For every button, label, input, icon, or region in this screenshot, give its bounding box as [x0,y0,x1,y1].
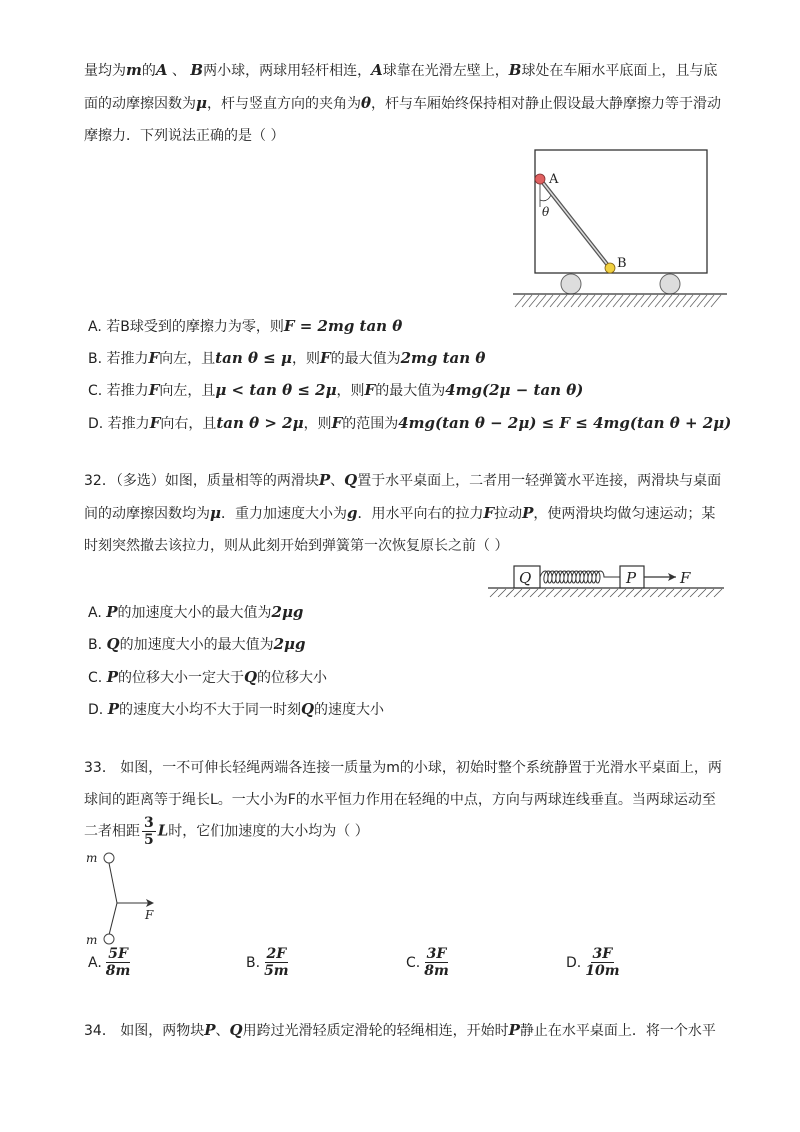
table-hatch [490,589,722,597]
q32-line-1: 32．（多选）如图，质量相等的两滑块P、Q置于水平桌面上，二者用一轻弹簧水平连接，两滑块与桌面 [84,471,722,489]
label-m-top: m [86,851,98,865]
q32-spring-figure [486,562,726,602]
q31-option-d[interactable]: D. 若推力F向右，且tan θ > 2μ，则F的范围为4mg(tan θ − 2μ) ≤ F ≤ 4mg(tan θ + 2μ) [88,414,732,432]
q32-line-3: 时刻突然撤去该拉力，则从此刻开始到弹簧第一次恢复原长之前（ ） [84,538,509,554]
rope-lower [109,903,117,935]
q32-option-b[interactable]: B. Q的加速度大小的最大值为2μg [88,635,306,653]
ball-top [104,853,114,863]
label-f: F [145,908,154,922]
label-p: P [626,569,637,587]
label-b: B [617,256,627,271]
cart-body [535,150,707,273]
ball-a [535,174,545,184]
label-a: A [549,172,559,187]
ball-bottom [104,934,114,944]
q33-choice-d[interactable]: D. $\frac{3F}{10m}$ [566,946,620,979]
q32-option-d[interactable]: D. P的速度大小均不大于同一时刻Q的速度大小 [88,700,385,718]
q31-line-2: 面的动摩擦因数为μ，杆与竖直方向的夹角为θ，杆与车厢始终保持相对静止假设最大静摩擦力等于滑动 [84,94,721,112]
q31-option-b[interactable]: B. 若推力F向左，且tan θ ≤ μ，则F的最大值为2mg tan θ [88,349,486,367]
q33-line-3: 二者相距 $\frac{3}{5}$ L时，它们加速度的大小均为（ ） [84,815,369,848]
q31-option-a[interactable]: A. 若B球受到的摩擦力为零，则F = 2mg tan θ [88,317,403,335]
label-theta: θ [542,205,550,219]
q33-line-2: 球间的距离等于绳长L。一大小为F的水平恒力作用在轻绳的中点，方向与两球连线垂直。当两球运动至 [84,792,716,808]
q33-choice-a[interactable]: A. $\frac{5F}{8m}$ [88,946,131,979]
q33-rope-figure [84,848,174,948]
q31-line-1: 量均为m的A 、 B两小球，两球用轻杆相连，A球靠在光滑左壁上，B球处在车厢水平底面上，且与底 [84,61,718,79]
q31-option-c[interactable]: C. 若推力F向左，且μ < tan θ ≤ 2μ，则F的最大值为4mg(2μ − tan θ) [88,381,584,399]
q33-choice-c[interactable]: C. $\frac{3F}{8m}$ [406,946,449,979]
wheel-right [660,274,680,294]
q31-line-3: 摩擦力．下列说法正确的是（ ） [84,128,285,144]
fraction-3-5: $\frac{3}{5}$ [144,815,154,848]
q33-line-1: 33． 如图，一不可伸长轻绳两端各连接一质量为m的小球，初始时整个系统静置于光滑水平桌面上，两 [84,760,722,776]
q32-option-a[interactable]: A. P的加速度大小的最大值为2μg [88,603,304,621]
ground-hatch [515,295,721,307]
label-f: F [680,569,691,587]
label-q: Q [519,569,532,587]
q34-line-1: 34． 如图，两物块P、Q用跨过光滑轻质定滑轮的轻绳相连，开始时P静止在水平桌面上．将一个水平 [84,1021,716,1039]
q33-choice-b[interactable]: B. $\frac{2F}{5m}$ [246,946,289,979]
ball-b [605,263,615,273]
q32-line-2: 间的动摩擦因数均为μ．重力加速度大小为g．用水平向右的拉力F拉动P，使两滑块均做匀速运动；某 [84,504,716,522]
spring [540,571,620,583]
q32-option-c[interactable]: C. P的位移大小一定大于Q的位移大小 [88,668,328,686]
q31-cart-figure [505,145,730,315]
wheel-left [561,274,581,294]
label-m-bottom: m [86,933,98,947]
rope-upper [109,863,117,903]
